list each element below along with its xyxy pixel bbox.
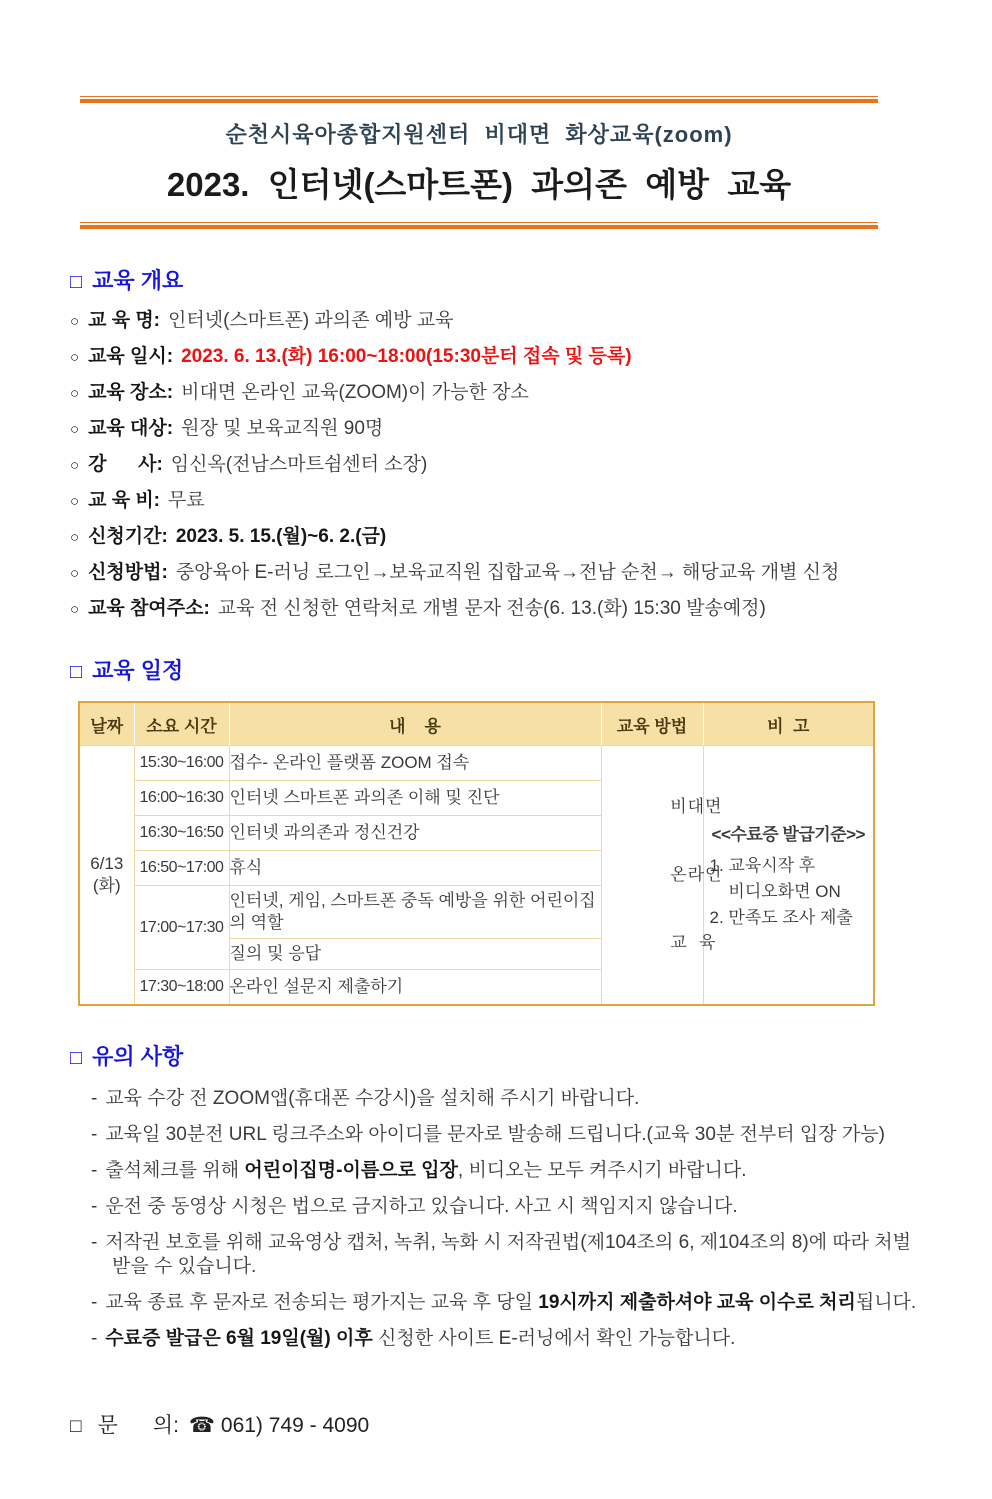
item-value: 무료 — [168, 490, 205, 511]
rule-thick — [80, 99, 878, 103]
section-schedule — [70, 654, 922, 1006]
item-value: 원장 및 보육교직원 90명 — [181, 418, 384, 439]
circle-bullet-icon: ○ — [70, 349, 80, 366]
table-header-row — [79, 702, 874, 746]
item-label: 교육 일시: — [88, 346, 174, 367]
overview-item — [70, 527, 922, 548]
col-header-date: 날짜 — [79, 702, 134, 746]
note-text-bold: 어린이집명-이름으로 입장 — [244, 1160, 458, 1181]
overview-item — [70, 599, 922, 620]
document-header — [80, 96, 878, 230]
circle-bullet-icon: ○ — [70, 457, 80, 474]
schedule-heading-label: 교육 일정 — [92, 658, 184, 683]
overview-heading-label: 교육 개요 — [92, 268, 184, 293]
col-header-time: 소요 시간 — [134, 702, 229, 746]
note-text: , 비디오는 모두 켜주시기 바랍니다. — [457, 1160, 747, 1181]
note-text: 운전 중 동영상 시청은 법으로 금지하고 있습니다. 사고 시 책임지지 않습니다. — [105, 1196, 738, 1217]
square-bullet-icon: □ — [70, 1416, 82, 1437]
note-text: 됩니다. — [855, 1292, 917, 1313]
content-cell: 인터넷 스마트폰 과의존 이해 및 진단 — [229, 781, 601, 816]
overview-item — [70, 383, 922, 404]
circle-bullet-icon: ○ — [70, 493, 80, 510]
contact-label: 문 의: — [97, 1414, 179, 1437]
note-text: 출석체크를 위해 — [105, 1160, 245, 1181]
square-bullet-icon: □ — [70, 1047, 83, 1069]
content-cell: 인터넷, 게임, 스마트폰 중독 예방을 위한 어린이집의 역할 — [229, 886, 601, 939]
square-bullet-icon: □ — [70, 271, 83, 293]
note-text: 교육일 30분전 URL 링크주소와 아이디를 문자로 발송해 드립니다.(교육 30분 전부터 입장 가능) — [105, 1124, 885, 1145]
note-item — [70, 1195, 922, 1219]
method-line: 교 육 — [670, 933, 717, 952]
item-label: 교육 대상: — [88, 418, 174, 439]
rule-thin — [80, 96, 878, 97]
note-text-bold: 수료증 발급은 6월 19일(월) 이후 — [105, 1328, 373, 1349]
item-value: 교육 전 신청한 연락처로 개별 문자 전송(6. 13.(화) 15:30 발송예정) — [217, 598, 766, 619]
note-item — [70, 1123, 922, 1147]
phone-number: ☎ 061) 749 - 4090 — [188, 1414, 370, 1437]
note-text: 교육 종료 후 문자로 전송되는 평가지는 교육 후 당일 — [105, 1292, 539, 1313]
dash-bullet: - — [91, 1196, 98, 1217]
time-cell: 15:30~16:00 — [134, 746, 229, 781]
note-text: 신청한 사이트 E-러닝에서 확인 가능합니다. — [372, 1328, 736, 1349]
note-item — [70, 1087, 922, 1111]
notes-heading — [70, 1040, 922, 1071]
item-label: 강 사: — [88, 454, 163, 475]
method-line: 비대면 — [670, 797, 723, 816]
item-value: 중앙육아 E-러닝 로그인→보육교직원 집합교육→전남 순천→ 해당교육 개별 신청 — [175, 562, 840, 583]
overview-item — [70, 455, 922, 476]
note-item — [70, 1231, 922, 1279]
note-text: 저작권 보호를 위해 교육영상 캡처, 녹취, 녹화 시 저작권법(제104조의 6, 제104조의 8)에 따라 처벌받을 수 있습니다. — [105, 1232, 912, 1277]
date-line: 6/13 — [90, 854, 124, 873]
header-rule-top — [80, 96, 878, 104]
rule-thick — [80, 225, 878, 229]
notes-heading-label: 유의 사항 — [92, 1044, 184, 1069]
item-label: 교육 참여주소: — [88, 598, 210, 619]
time-cell: 17:00~17:30 — [134, 886, 229, 970]
table-row — [79, 746, 874, 781]
content-cell: 질의 및 응답 — [229, 939, 601, 970]
note-item — [70, 1327, 922, 1351]
dash-bullet: - — [91, 1088, 98, 1109]
circle-bullet-icon: ○ — [70, 385, 80, 402]
col-header-content: 내 용 — [229, 702, 601, 746]
dash-bullet: - — [91, 1232, 98, 1253]
circle-bullet-icon: ○ — [70, 565, 80, 582]
rule-thin — [80, 222, 878, 223]
section-overview — [70, 264, 922, 620]
item-value-highlighted: 2023. 6. 13.(화) 16:00~18:00(15:30분터 접속 및 등록) — [181, 346, 632, 367]
content-cell: 접수- 온라인 플랫폼 ZOOM 접속 — [229, 746, 601, 781]
header-rule-bottom — [80, 222, 878, 230]
section-notes — [70, 1040, 922, 1351]
date-cell — [79, 746, 134, 1006]
method-cell — [601, 746, 723, 1006]
item-label: 교 육 비: — [88, 490, 161, 511]
content-cell: 인터넷 과의존과 정신건강 — [229, 816, 601, 851]
date-line: (화) — [92, 876, 121, 895]
note-item — [70, 1291, 922, 1315]
content-cell: 휴식 — [229, 851, 601, 886]
dash-bullet: - — [91, 1124, 98, 1145]
contact-line — [70, 1409, 922, 1439]
overview-item — [70, 347, 922, 368]
time-cell: 16:00~16:30 — [134, 781, 229, 816]
content-cell: 온라인 설문지 제출하기 — [229, 970, 601, 1006]
col-header-remark: 비 고 — [703, 702, 874, 746]
item-value: 인터넷(스마트폰) 과의존 예방 교육 — [168, 310, 454, 331]
time-cell: 17:30~18:00 — [134, 970, 229, 1006]
dash-bullet: - — [91, 1292, 98, 1313]
item-label: 교육 장소: — [88, 382, 174, 403]
schedule-table — [78, 701, 875, 1006]
remark-line: 2. 만족도 조사 제출 — [709, 907, 853, 927]
circle-bullet-icon: ○ — [70, 421, 80, 438]
page-title: 2023. 인터넷(스마트폰) 과의존 예방 교육 — [166, 166, 792, 203]
circle-bullet-icon: ○ — [70, 529, 80, 546]
time-cell: 16:50~17:00 — [134, 851, 229, 886]
overview-item — [70, 311, 922, 332]
item-value: 비대면 온라인 교육(ZOOM)이 가능한 장소 — [181, 382, 529, 403]
item-label: 신청기간: — [88, 526, 168, 547]
overview-item — [70, 419, 922, 440]
dash-bullet: - — [91, 1328, 98, 1349]
item-value: 임신옥(전남스마트쉼센터 소장) — [170, 454, 428, 475]
document-page — [0, 96, 992, 1439]
item-label: 신청방법: — [88, 562, 168, 583]
circle-bullet-icon: ○ — [70, 313, 80, 330]
circle-bullet-icon: ○ — [70, 601, 80, 618]
col-header-method: 교육 방법 — [601, 702, 703, 746]
remark-cell — [703, 746, 874, 1006]
square-bullet-icon: □ — [70, 661, 83, 683]
overview-item — [70, 563, 922, 584]
method-line: 온라인 — [670, 865, 723, 884]
remark-title: <<수료증 발급기준>> — [711, 824, 865, 844]
header-subtitle: 순천시육아종합지원센터 비대면 화상교육(zoom) — [225, 122, 733, 147]
time-cell: 16:30~16:50 — [134, 816, 229, 851]
item-value: 2023. 5. 15.(월)~6. 2.(금) — [175, 526, 387, 547]
dash-bullet: - — [91, 1160, 98, 1181]
item-label: 교 육 명: — [88, 310, 161, 331]
overview-item — [70, 491, 922, 512]
schedule-heading — [70, 654, 922, 685]
overview-heading — [70, 264, 922, 295]
remark-line: 1. 교육시작 후 — [709, 855, 816, 875]
note-text-bold: 19시까지 제출하셔야 교육 이수로 처리 — [538, 1292, 856, 1313]
note-text: 교육 수강 전 ZOOM앱(휴대폰 수강시)을 설치해 주시기 바랍니다. — [105, 1088, 640, 1109]
remark-line: 비디오화면 ON — [709, 881, 841, 901]
note-item — [70, 1159, 922, 1183]
